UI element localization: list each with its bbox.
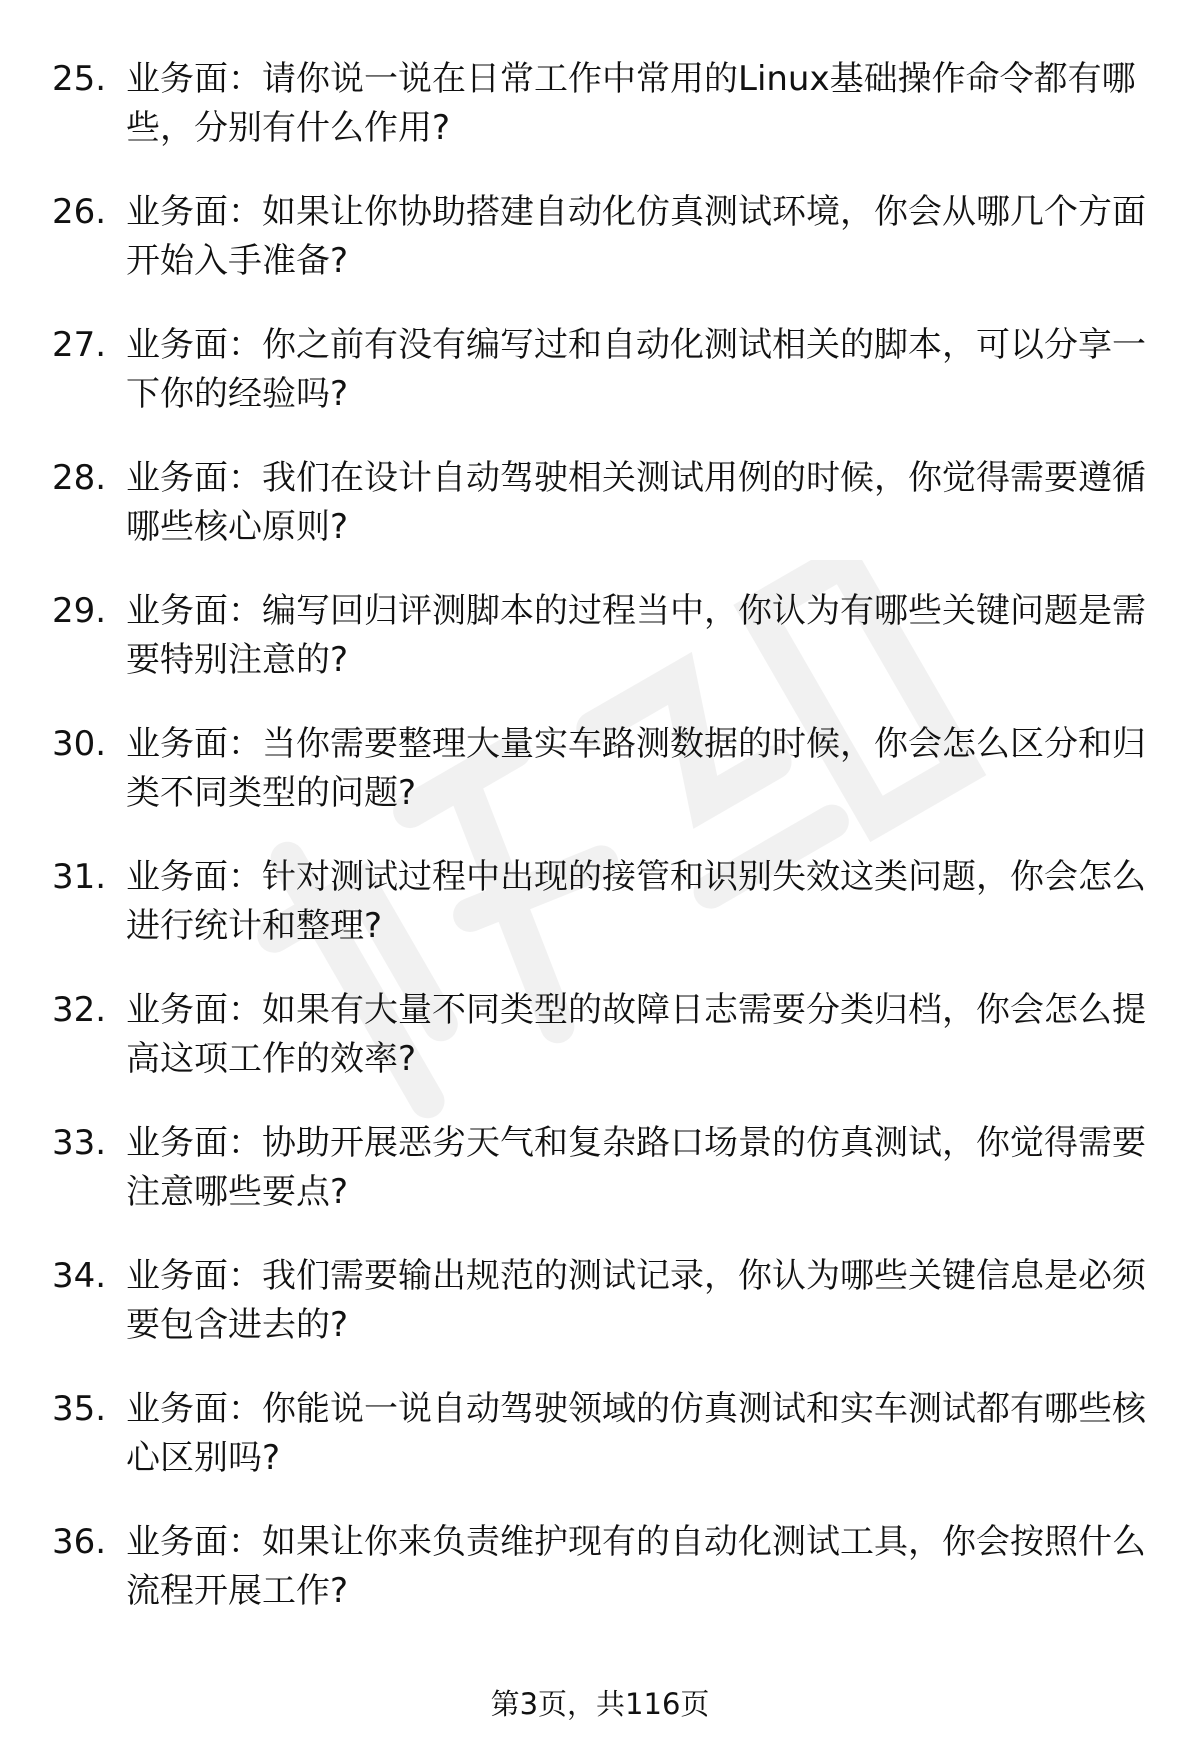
question-text: 业务面：我们在设计自动驾驶相关测试用例的时候，你觉得需要遵循哪些核心原则? xyxy=(126,458,1146,547)
question-item xyxy=(52,853,1162,986)
question-number: 26. xyxy=(52,192,107,232)
question-text: 业务面：我们需要输出规范的测试记录，你认为哪些关键信息是必须要包含进去的? xyxy=(126,1256,1146,1345)
question-number: 36. xyxy=(52,1522,107,1562)
question-text: 业务面：当你需要整理大量实车路测数据的时候，你会怎么区分和归类不同类型的问题? xyxy=(126,724,1146,813)
question-text: 业务面：如果让你协助搭建自动化仿真测试环境，你会从哪几个方面开始入手准备? xyxy=(126,192,1146,281)
question-text: 业务面：如果让你来负责维护现有的自动化测试工具，你会按照什么流程开展工作? xyxy=(126,1522,1146,1611)
question-item xyxy=(52,587,1162,720)
question-text: 业务面：请你说一说在日常工作中常用的Linux基础操作命令都有哪些，分别有什么作用? xyxy=(126,59,1136,148)
question-item xyxy=(52,321,1162,454)
question-item xyxy=(52,720,1162,853)
question-text: 业务面：协助开展恶劣天气和复杂路口场景的仿真测试，你觉得需要注意哪些要点? xyxy=(126,1123,1146,1212)
question-number: 33. xyxy=(52,1123,107,1163)
question-text: 业务面：你能说一说自动驾驶领域的仿真测试和实车测试都有哪些核心区别吗? xyxy=(126,1389,1146,1478)
question-number: 27. xyxy=(52,325,107,365)
question-item xyxy=(52,1385,1162,1518)
question-number: 32. xyxy=(52,990,107,1030)
question-number: 25. xyxy=(52,59,107,99)
question-text: 业务面：如果有大量不同类型的故障日志需要分类归档，你会怎么提高这项工作的效率? xyxy=(126,990,1146,1079)
question-item xyxy=(52,454,1162,587)
question-text: 业务面：你之前有没有编写过和自动化测试相关的脚本，可以分享一下你的经验吗? xyxy=(126,325,1146,414)
question-item xyxy=(52,1119,1162,1252)
question-number: 35. xyxy=(52,1389,107,1429)
page-number-footer: 第3页，共116页 xyxy=(490,1687,710,1721)
question-number: 30. xyxy=(52,724,107,764)
question-number: 29. xyxy=(52,591,107,631)
question-list xyxy=(52,55,1162,1651)
question-number: 31. xyxy=(52,857,107,897)
question-text: 业务面：编写回归评测脚本的过程当中，你认为有哪些关键问题是需要特别注意的? xyxy=(126,591,1146,680)
question-item xyxy=(52,1252,1162,1385)
question-number: 28. xyxy=(52,458,107,498)
question-text: 业务面：针对测试过程中出现的接管和识别失效这类问题，你会怎么进行统计和整理? xyxy=(126,857,1146,946)
question-item xyxy=(52,986,1162,1119)
question-item xyxy=(52,55,1162,188)
question-item xyxy=(52,188,1162,321)
question-item xyxy=(52,1518,1162,1651)
question-number: 34. xyxy=(52,1256,107,1296)
